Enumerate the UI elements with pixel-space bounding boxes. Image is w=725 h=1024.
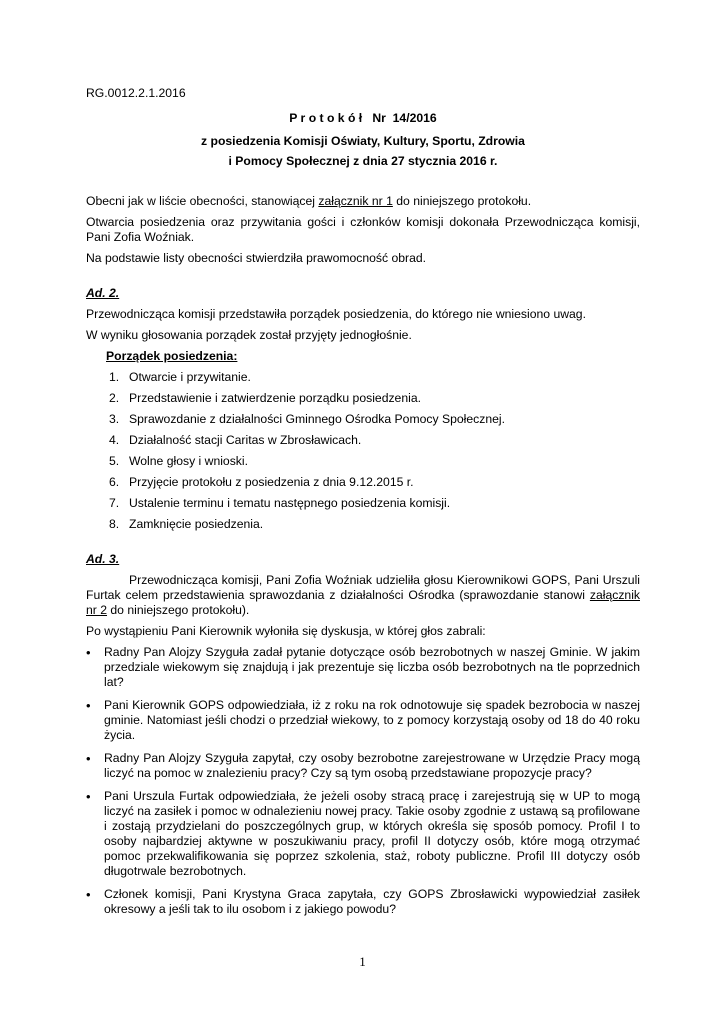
agenda-item bbox=[86, 412, 640, 427]
opening-paragraph: Otwarcia posiedzenia oraz przywitania gości i członków komisji dokonała Przewodnicząca komisji, Pani Zofia Woźniak. bbox=[86, 215, 640, 244]
attendance-text-end: do niniejszego protokołu. bbox=[392, 194, 532, 208]
agenda-item bbox=[86, 370, 640, 385]
discussion-list bbox=[86, 645, 640, 917]
discussion-item bbox=[86, 645, 640, 690]
protocol-title: P r o t o k ó ł Nr 14/2016 bbox=[289, 111, 437, 125]
agenda-item-number: 4. bbox=[109, 433, 120, 447]
discussion-item-text: Pani Urszula Furtak odpowiedziała, że jeżeli osoby stracą pracę i zarejestrują się w UP to mogą liczyć na zasiłek i pomoc w odnalezieniu nowej pracy. Takie osoby zgodnie z ustawą są profilowane i zostają przydzielani do poszczególnych grup, w których określa się sposób pomocy. Profil I to osoby najbardziej aktywne w poszukiwaniu pracy, profil II dotyczy osób, które mogą otrzymać pomoc przekwalifikowania się poprzez szkolenia, staż, roboty publiczne. Profil III dotyczy osób długotrwale bezrobotnych. bbox=[104, 789, 640, 878]
agenda-item-number: 7. bbox=[109, 496, 120, 510]
agenda-heading: Porządek posiedzenia: bbox=[106, 349, 238, 363]
agenda-item-text: Zamknięcie posiedzenia. bbox=[129, 517, 264, 531]
quorum-paragraph: Na podstawie listy obecności stwierdziła prawomocność obrad. bbox=[86, 251, 427, 265]
agenda-item-text: Sprawozdanie z działalności Gminnego Ośrodka Pomocy Społecznej. bbox=[129, 412, 505, 426]
agenda-item-text: Przyjęcie protokołu z posiedzenia z dnia 9.12.2015 r. bbox=[129, 475, 414, 489]
discussion-item bbox=[86, 698, 640, 743]
agenda-item-number: 3. bbox=[109, 412, 120, 426]
discussion-item-text: Radny Pan Alojzy Szyguła zadał pytanie dotyczące osób bezrobotnych w naszej Gminie. W jakim przedziale wiekowym się znajdują i jak prezentuje się liczba osób bezrobotnych na tle poprzednich lat? bbox=[104, 645, 640, 689]
ad2-heading: Ad. 2. bbox=[86, 286, 120, 300]
reference-number: RG.0012.2.1.2016 bbox=[86, 86, 186, 100]
ad3-heading: Ad. 3. bbox=[86, 552, 120, 566]
agenda-item-text: Ustalenie terminu i tematu następnego posiedzenia komisji. bbox=[129, 496, 451, 510]
discussion-item bbox=[86, 887, 640, 917]
agenda-item bbox=[86, 433, 640, 448]
discussion-intro-paragraph: Po wystąpieniu Pani Kierownik wyłoniła się dyskusja, w której głos zabrali: bbox=[86, 624, 486, 638]
attachment-2-reference: załącznik nr 2 bbox=[86, 588, 640, 617]
discussion-item-text: Radny Pan Alojzy Szyguła zapytał, czy osoby bezrobotne zarejestrowane w Urzędzie Pracy mogą liczyć na pomoc w znalezieniu pracy? Czy są tym osobą przedstawiane propozycje pracy? bbox=[104, 751, 640, 780]
bullet-icon: • bbox=[86, 789, 91, 804]
protocol-subtitle-line2: i Pomocy Społecznej z dnia 27 stycznia 2016 r. bbox=[228, 154, 498, 168]
agenda-item bbox=[86, 496, 640, 511]
attendance-text: Obecni jak w liście obecności, stanowiącej bbox=[86, 194, 319, 208]
agenda-item-number: 8. bbox=[109, 517, 120, 531]
report-text: Przewodnicząca komisji, Pani Zofia Woźniak udzieliła głosu Kierownikowi GOPS, Pani Urszuli Furtak celem przedstawienia sprawozdania z działalności Ośrodka (sprawozdanie stanowi bbox=[86, 573, 640, 602]
protocol-subtitle-line1: z posiedzenia Komisji Oświaty, Kultury, Sportu, Zdrowia bbox=[201, 134, 525, 148]
agenda-item-number: 1. bbox=[109, 370, 120, 384]
agenda-item bbox=[86, 391, 640, 406]
vote-paragraph: W wyniku głosowania porządek został przyjęty jednogłośnie. bbox=[86, 328, 412, 342]
discussion-item-text: Pani Kierownik GOPS odpowiedziała, iż z roku na rok odnotowuje się spadek bezrobocia w naszej gminie. Natomiast jeśli chodzi o przedział wiekowy, to z pomocy korzystają osoby od 18 do 40 roku życia. bbox=[104, 698, 640, 742]
bullet-icon: • bbox=[86, 887, 91, 902]
bullet-icon: • bbox=[86, 751, 91, 766]
report-text-end: do niniejszego protokołu). bbox=[107, 603, 250, 617]
discussion-item bbox=[86, 751, 640, 781]
agenda-item-number: 2. bbox=[109, 391, 120, 405]
discussion-item bbox=[86, 789, 640, 879]
agenda-item-number: 5. bbox=[109, 454, 120, 468]
agenda-intro-paragraph: Przewodnicząca komisji przedstawiła porządek posiedzenia, do którego nie wniesiono uwag. bbox=[86, 307, 586, 321]
discussion-item-text: Członek komisji, Pani Krystyna Graca zapytała, czy GOPS Zbrosławicki wypowiedział zasiłek okresowy a jeśli tak to ilu osobom i z jakiego powodu? bbox=[104, 887, 640, 916]
agenda-list bbox=[86, 370, 640, 532]
agenda-item bbox=[86, 475, 640, 490]
bullet-icon: • bbox=[86, 698, 91, 713]
agenda-item-text: Otwarcie i przywitanie. bbox=[129, 370, 251, 384]
agenda-item-text: Działalność stacji Caritas w Zbrosławicach. bbox=[129, 433, 362, 447]
agenda-item bbox=[86, 454, 640, 469]
agenda-item-number: 6. bbox=[109, 475, 120, 489]
bullet-icon: • bbox=[86, 645, 91, 660]
report-paragraph bbox=[86, 573, 640, 618]
agenda-item bbox=[86, 517, 640, 532]
agenda-item-text: Przedstawienie i zatwierdzenie porządku posiedzenia. bbox=[129, 391, 421, 405]
attendance-paragraph bbox=[86, 194, 640, 209]
page-number: 1 bbox=[359, 954, 366, 969]
agenda-item-text: Wolne głosy i wnioski. bbox=[129, 454, 248, 468]
document-page bbox=[86, 86, 640, 925]
attachment-1-reference: załącznik nr 1 bbox=[318, 194, 393, 208]
